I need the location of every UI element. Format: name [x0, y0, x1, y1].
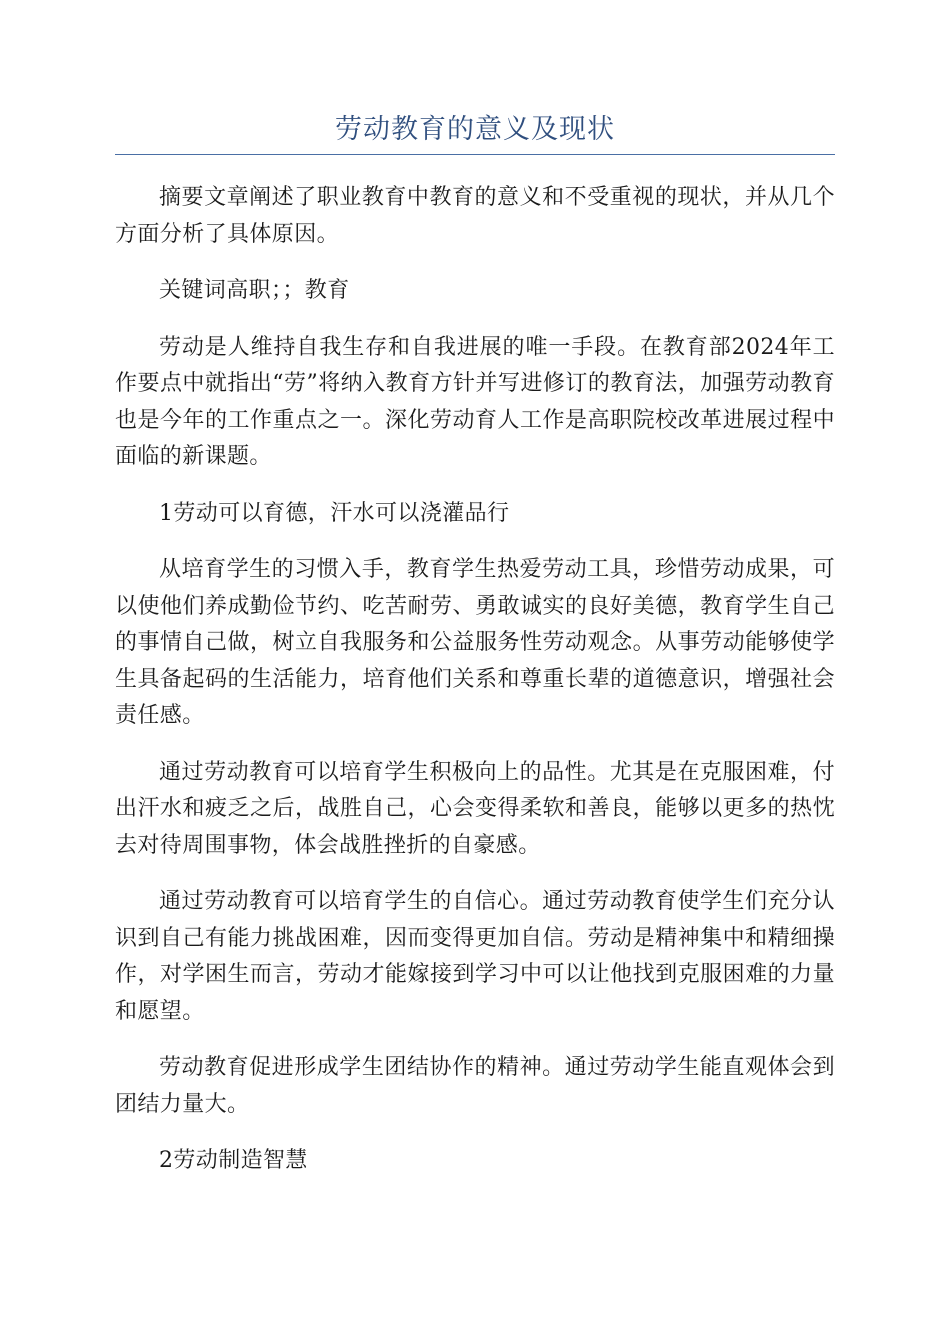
- title-underline: [115, 154, 835, 155]
- abstract-paragraph: 摘要文章阐述了职业教育中教育的意义和不受重视的现状，并从几个方面分析了具体原因。: [115, 185, 835, 247]
- section-heading-2: 2劳动制造智慧: [159, 1148, 308, 1173]
- body-paragraph: 通过劳动教育可以培育学生的自信心。通过劳动教育使学生们充分认识到自己有能力挑战困难，因而变得更加自信。劳动是精神集中和精细操作，对学困生而言，劳动才能嫁接到学习中可以让他找到克服困难的力量和愿望。: [115, 889, 835, 1024]
- body-paragraph: 通过劳动教育可以培育学生积极向上的品性。尤其是在克服困难，付出汗水和疲乏之后，战胜自己，心会变得柔软和善良，能够以更多的热忱去对待周围事物，体会战胜挫折的自豪感。: [115, 759, 835, 858]
- section-heading-1: 1劳动可以育德，汗水可以浇灌品行: [159, 500, 510, 526]
- document-body: [115, 180, 835, 1200]
- document-title: 劳动教育的意义及现状: [335, 114, 615, 145]
- body-paragraph: 从培育学生的习惯入手，教育学生热爱劳动工具，珍惜劳动成果，可以使他们养成勤俭节约、吃苦耐劳、勇敢诚实的良好美德，教育学生自己的事情自己做，树立自我服务和公益服务性劳动观念。从事劳动能够使学生具备起码的生活能力，培育他们关系和尊重长辈的道德意识，增强社会责任感。: [115, 557, 835, 728]
- intro-paragraph: 劳动是人维持自我生存和自我进展的唯一手段。在教育部2024年工作要点中就指出“劳”将纳入教育方针并写进修订的教育法，加强劳动教育也是今年的工作重点之一。深化劳动育人工作是高职院校改革进展过程中面临的新课题。: [115, 334, 835, 469]
- body-paragraph: 劳动教育促进形成学生团结协作的精神。通过劳动学生能直观体会到团结力量大。: [115, 1055, 835, 1117]
- keywords-paragraph: 关键词高职；；教育: [159, 278, 350, 303]
